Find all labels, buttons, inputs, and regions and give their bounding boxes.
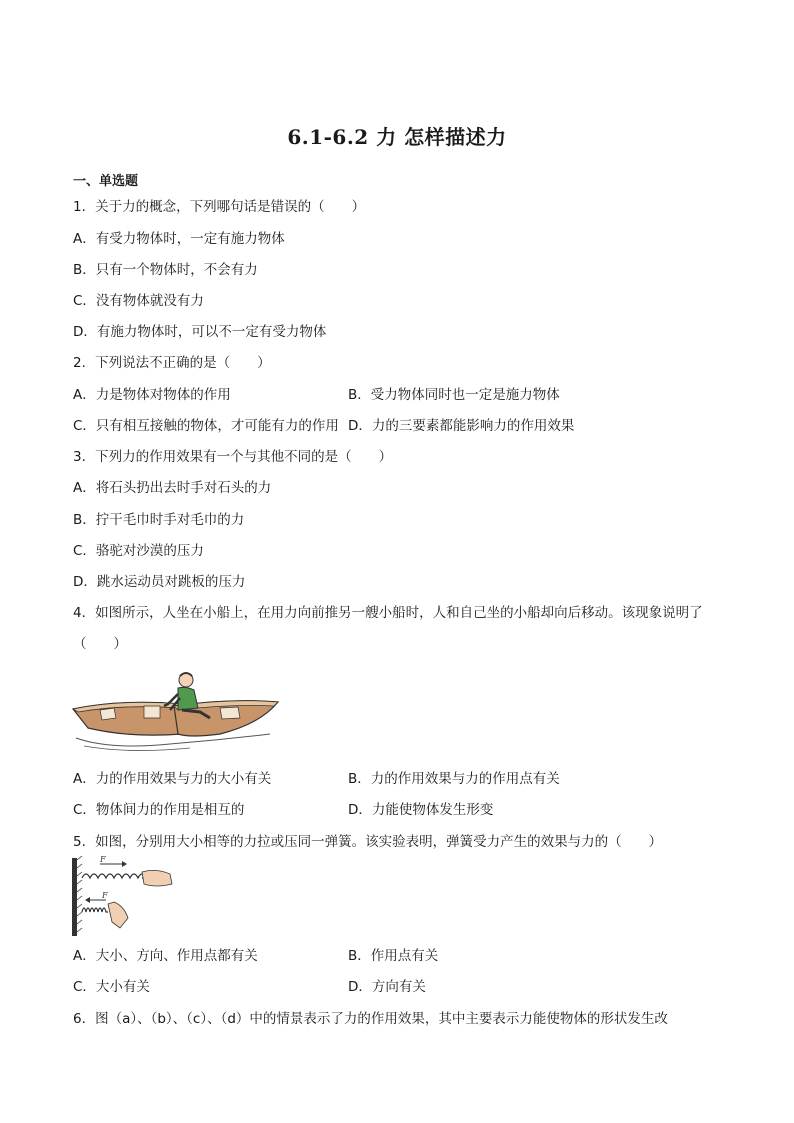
pulling-hand [142, 870, 172, 886]
q5-option-c: C．大小有关 [73, 979, 150, 995]
stretched-spring [82, 874, 146, 878]
water-ripple [84, 746, 190, 751]
q3-option-b: B．拧干毛巾时手对毛巾的力 [73, 512, 245, 528]
q4-stem-cont: （ ） [73, 636, 127, 652]
left-boat-seat [144, 706, 160, 718]
q1-option-b: B．只有一个物体时，不会有力 [73, 262, 258, 278]
section-heading: 一、单选题 [73, 174, 139, 189]
q6-stem: 6．图（a）、（b）、（c）、（d）中的情景表示了力的作用效果，其中主要表示力能使物体的形状发生改 [73, 1011, 668, 1027]
q4-option-a: A．力的作用效果与力的大小有关 [73, 771, 272, 787]
q3-option-a: A．将石头扔出去时手对石头的力 [73, 480, 272, 496]
q1-option-c: C．没有物体就没有力 [73, 293, 204, 309]
q5-option-a: A．大小、方向、作用点都有关 [73, 948, 258, 964]
q5-option-d: D．方向有关 [348, 979, 426, 995]
right-boat-seat [220, 707, 240, 719]
q2-option-b: B．受力物体同时也一定是施力物体 [348, 387, 560, 403]
arrow-head [122, 861, 127, 867]
q5-stem: 5．如图，分别用大小相等的力拉或压同一弹簧。该实验表明，弹簧受力产生的效果与力的（ ） [73, 834, 663, 850]
person-shirt [178, 687, 198, 710]
q4-option-c: C．物体间力的作用是相互的 [73, 802, 245, 818]
q4-option-b: B．力的作用效果与力的作用点有关 [348, 771, 560, 787]
boats-figure [70, 668, 282, 754]
q1-option-d: D．有施力物体时，可以不一定有受力物体 [73, 324, 327, 340]
q3-stem: 3．下列力的作用效果有一个与其他不同的是（ ） [73, 449, 393, 465]
q4-option-d: D．力能使物体发生形变 [348, 802, 494, 818]
page-title: 6.1-6.2 力 怎样描述力 [287, 125, 507, 149]
q4-stem: 4．如图所示，人坐在小船上，在用力向前推另一艘小船时，人和自己坐的小船却向后移动。该现象说明了 [73, 605, 703, 621]
left-boat-seat [100, 708, 116, 720]
q3-option-d: D．跳水运动员对跳板的压力 [73, 574, 246, 590]
arrow-head [85, 897, 90, 903]
q2-option-a: A．力是物体对物体的作用 [73, 387, 231, 403]
water-ripple [76, 734, 270, 746]
q1-option-a: A．有受力物体时，一定有施力物体 [73, 231, 285, 247]
q2-stem: 2．下列说法不正确的是（ ） [73, 355, 271, 371]
compressed-spring [82, 908, 108, 912]
q2-option-d: D．力的三要素都能影响力的作用效果 [348, 418, 575, 434]
pushing-hand [108, 902, 128, 928]
q1-stem: 1．关于力的概念，下列哪句话是错误的（ ） [73, 199, 366, 215]
force-label-top: F [100, 856, 106, 864]
q5-option-b: B．作用点有关 [348, 948, 439, 964]
spring-figure [70, 856, 176, 938]
q3-option-c: C．骆驼对沙漠的压力 [73, 543, 204, 559]
wall [72, 858, 77, 936]
q2-option-c: C．只有相互接触的物体，才可能有力的作用 [73, 418, 339, 434]
force-label-bottom: F [102, 891, 108, 900]
wall-hatching [77, 856, 82, 932]
